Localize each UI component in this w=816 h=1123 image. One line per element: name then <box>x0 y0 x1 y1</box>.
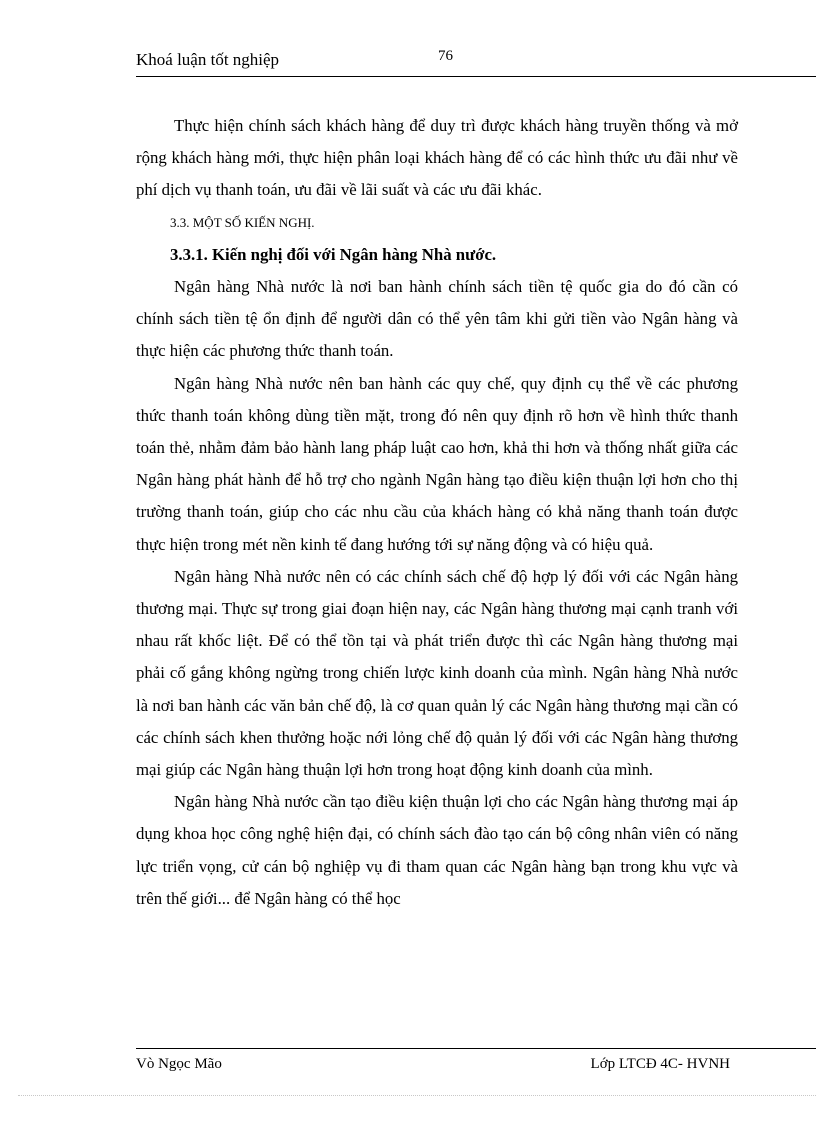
paragraph: Ngân hàng Nhà nước cần tạo điều kiện thuận lợi cho các Ngân hàng thương mại áp dụng khoa học công nghệ hiện đại, có chính sách đào tạo cán bộ công nhân viên có năng lực triển vọng, cử cán bộ nghiệp vụ đi tham quan các Ngân hàng bạn trong khu vực và trên thế giới... để Ngân hàng có thể học <box>136 792 738 908</box>
document-title: Khoá luận tốt nghiệp <box>136 50 280 69</box>
paragraph: Ngân hàng Nhà nước nên ban hành các quy chế, quy định cụ thể về các phương thức thanh toán không dùng tiền mặt, trong đó nên quy định rõ hơn về hình thức thanh toán thẻ, nhằm đảm bảo hành lang pháp luật cao hơn, khả thi hơn và thống nhất giữa các Ngân hàng phát hành để hỗ trợ cho ngành Ngân hàng tạo điều kiện thuận lợi hơn cho thị trường thanh toán, giúp cho các nhu cầu của khách hàng có khả năng thanh toán được thực hiện trong mét nền kinh tế đang hướng tới sự năng động và có hiệu quả. <box>136 373 738 554</box>
page-footer <box>136 1056 736 1078</box>
page-number: 76 <box>438 48 453 64</box>
footer-divider <box>136 1048 816 1049</box>
page-bottom-edge <box>18 1095 816 1096</box>
subsection-heading: 3.3.1. Kiến nghị đối với Ngân hàng Nhà nước. <box>170 244 497 264</box>
author-name: Vò Ngọc Mão <box>136 1056 222 1072</box>
page-body <box>136 110 738 915</box>
paragraph: Ngân hàng Nhà nước là nơi ban hành chính sách tiền tệ quốc gia do đó cần có chính sách tiền tệ ổn định để người dân có thể yên tâm khi gửi tiền vào Ngân hàng và thực hiện các phương thức thanh toán. <box>136 277 738 361</box>
page-header <box>136 48 816 72</box>
section-heading: 3.3. MỘT SỐ KIẾN NGHỊ. <box>170 214 315 230</box>
header-divider <box>136 76 816 77</box>
class-label: Lớp LTCĐ 4C- HVNH <box>590 1056 730 1072</box>
paragraph: Thực hiện chính sách khách hàng để duy trì được khách hàng truyền thống và mở rộng khách hàng mới, thực hiện phân loại khách hàng để có các hình thức ưu đãi như về phí dịch vụ thanh toán, ưu đãi về lãi suất và các ưu đãi khác. <box>136 116 738 200</box>
paragraph: Ngân hàng Nhà nước nên có các chính sách chế độ hợp lý đối với các Ngân hàng thương mại. Thực sự trong giai đoạn hiện nay, các Ngân hàng thương mại cạnh tranh với nhau rất khốc liệt. Để có thể tồn tại và phát triển được thì các Ngân hàng thương mại phải cố gắng không ngừng trong chiến lược kinh doanh của mình. Ngân hàng Nhà nước là nơi ban hành các văn bản chế độ, là cơ quan quản lý các Ngân hàng thương mại cần có các chính sách khen thưởng hoặc nới lỏng chế độ quản lý đối với các Ngân hàng thương mại giúp các Ngân hàng thuận lợi hơn trong hoạt động kinh doanh của mình. <box>136 566 738 780</box>
